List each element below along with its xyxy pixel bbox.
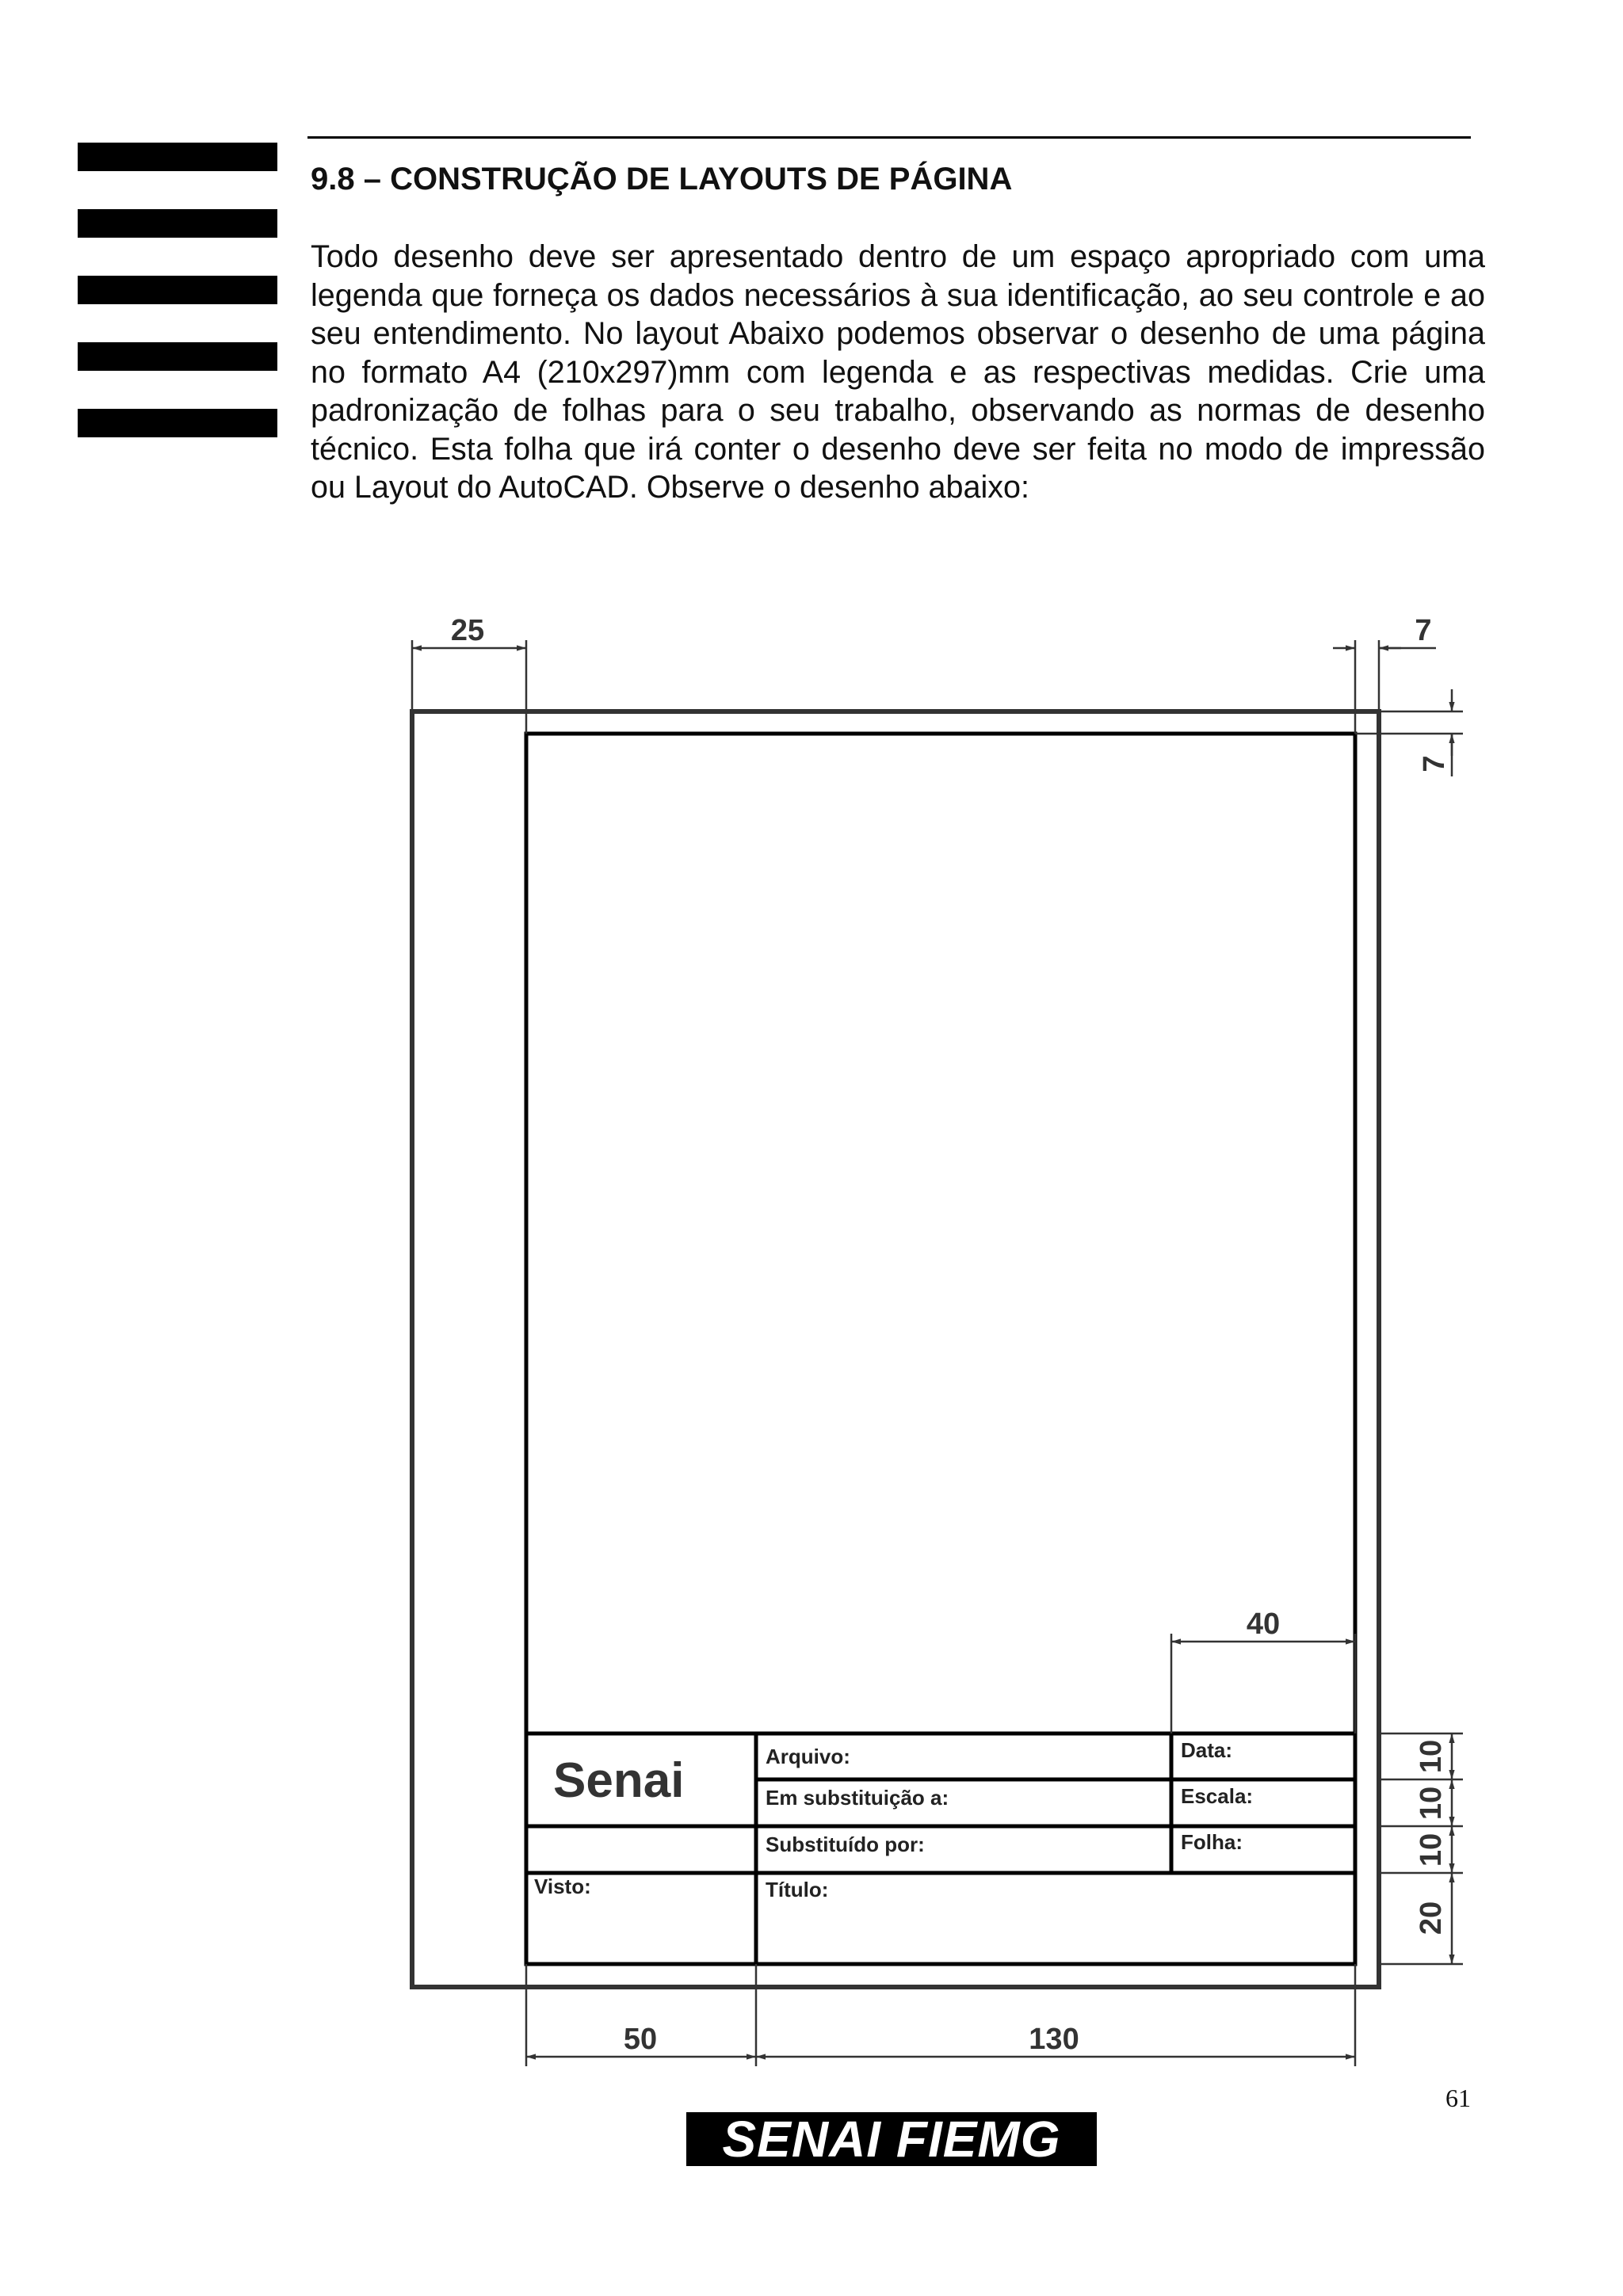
intro-paragraph: Todo desenho deve ser apresentado dentro de um espaço apropriado com uma legenda que forneça os dados necessários à sua identificação, ao seu controle e ao seu entendimento. No layout Abaixo podemos observar o desenho de uma página no formato A4 (210x297)mm com legenda e as respectivas medidas. Crie uma padronização de folhas para o seu trabalho, observando as normas de desenho técnico. Esta folha que irá conter o desenho deve ser feita no modo de impressão ou Layout do AutoCAD. Observe o desenho abaixo: <box>311 239 1485 505</box>
section-heading: 9.8 – CONSTRUÇÃO DE LAYOUTS DE PÁGINA <box>311 162 1013 196</box>
dim-row-3: 10 <box>1415 1833 1448 1867</box>
dimension-lines <box>412 640 1463 2066</box>
dim-top-margin: 7 <box>1418 755 1451 772</box>
label-substituido-por: Substituído por: <box>766 1833 925 1856</box>
page-number: 61 <box>1445 2084 1471 2112</box>
dim-row-2: 10 <box>1415 1786 1448 1821</box>
dim-legend-main-col: 130 <box>1029 2023 1079 2056</box>
dim-legend-left-col: 50 <box>623 2023 658 2056</box>
label-titulo: Título: <box>766 1878 829 1901</box>
label-visto: Visto: <box>534 1875 591 1898</box>
senai-fiemg-logo: SENAI FIEMG <box>686 2112 1097 2166</box>
dim-left-margin: 25 <box>450 614 485 647</box>
dim-right-margin: 7 <box>1415 614 1432 647</box>
label-folha: Folha: <box>1181 1830 1243 1854</box>
label-data: Data: <box>1181 1738 1233 1762</box>
title-block-brand: Senai <box>553 1753 685 1808</box>
dim-row-4: 20 <box>1415 1901 1448 1936</box>
dim-row-1: 10 <box>1415 1739 1448 1774</box>
label-escala: Escala: <box>1181 1784 1254 1808</box>
label-arquivo: Arquivo: <box>766 1745 850 1768</box>
label-em-substituicao: Em substituição a: <box>766 1786 949 1810</box>
dim-legend-right-col: 40 <box>1246 1608 1281 1641</box>
